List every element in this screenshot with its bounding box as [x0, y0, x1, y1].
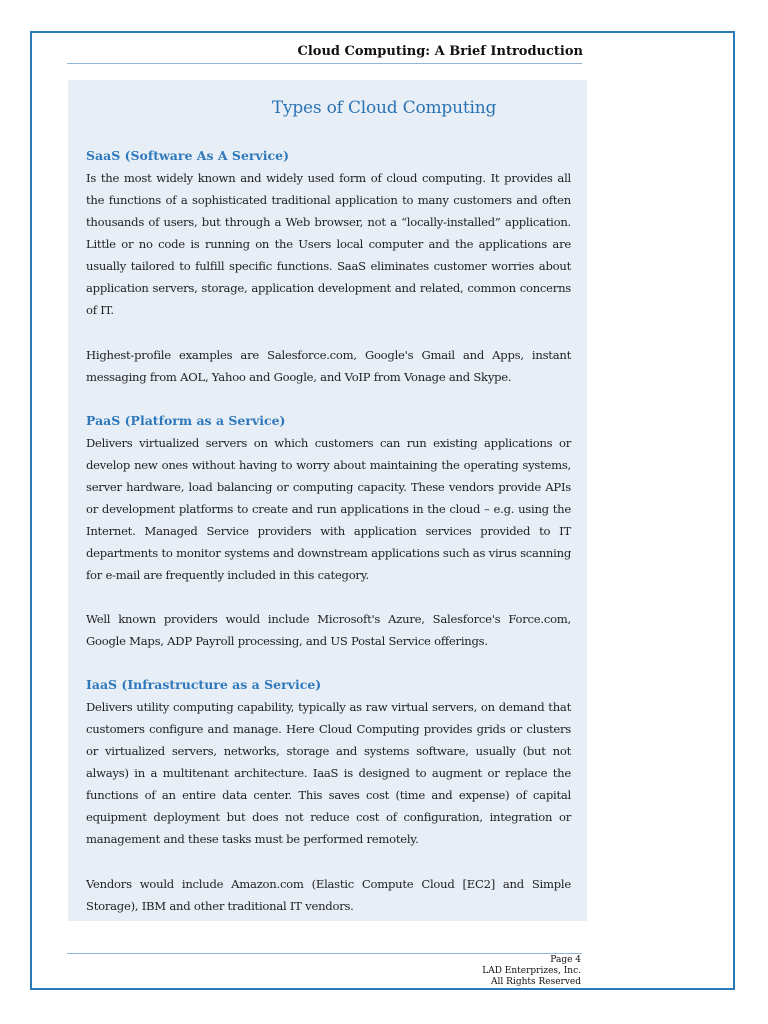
- saas-examples: Highest-profile examples are Salesforce.com, Google's Gmail and Apps, instant messaging from AOL, Yahoo and Google, and VoIP from Vonage and Skype.: [86, 348, 571, 384]
- section-heading-iaas: IaaS (Infrastructure as a Service): [86, 677, 322, 692]
- footer-divider: [67, 953, 582, 954]
- iaas-examples: Vendors would include Amazon.com (Elastic Compute Cloud [EC2] and Simple Storage), IBM and other traditional IT vendors.: [86, 877, 571, 913]
- section-heading-paas: PaaS (Platform as a Service): [86, 413, 286, 428]
- page-title: Types of Cloud Computing: [271, 98, 497, 118]
- footer-company: LAD Enterprizes, Inc.: [482, 966, 581, 976]
- header-divider: [67, 63, 582, 64]
- paas-examples: Well known providers would include Microsoft's Azure, Salesforce's Force.com, Google Maps, ADP Payroll processing, and US Postal Service offerings.: [86, 612, 571, 648]
- saas-description: Is the most widely known and widely used form of cloud computing. It provides all the functions of a sophisticated traditional application to many customers and often thousands of users, but through a Web browser, not a “locally-installed” application. Little or no code is running on the Users local computer and the applications are usually tailored to fulfill specific functions. SaaS eliminates customer worries about application servers, storage, application development and related, common concerns of IT.: [86, 171, 571, 317]
- page-number: Page 4: [550, 955, 581, 965]
- footer-rights: All Rights Reserved: [491, 977, 581, 987]
- document-header-title: Cloud Computing: A Brief Introduction: [297, 44, 583, 59]
- paas-description: Delivers virtualized servers on which customers can run existing applications or develop new ones without having to worry about maintaining the operating systems, server hardware, load balancing or computing capacity. These vendors provide APIs or development platforms to create and run applications in the cloud – e.g. using the Internet. Managed Service providers with application services provided to IT departments to monitor systems and downstream applications such as virus scanning for e-mail are frequently included in this category.: [86, 436, 571, 582]
- iaas-description: Delivers utility computing capability, typically as raw virtual servers, on demand that customers configure and manage. Here Cloud Computing provides grids or clusters or virtualized servers, networks, storage and systems software, usually (but not always) in a multitenant architecture. IaaS is designed to augment or replace the functions of an entire data center. This saves cost (time and expense) of capital equipment deployment but does not reduce cost of configuration, integration or management and these tasks must be performed remotely.: [86, 700, 571, 846]
- section-heading-saas: SaaS (Software As A Service): [86, 148, 289, 163]
